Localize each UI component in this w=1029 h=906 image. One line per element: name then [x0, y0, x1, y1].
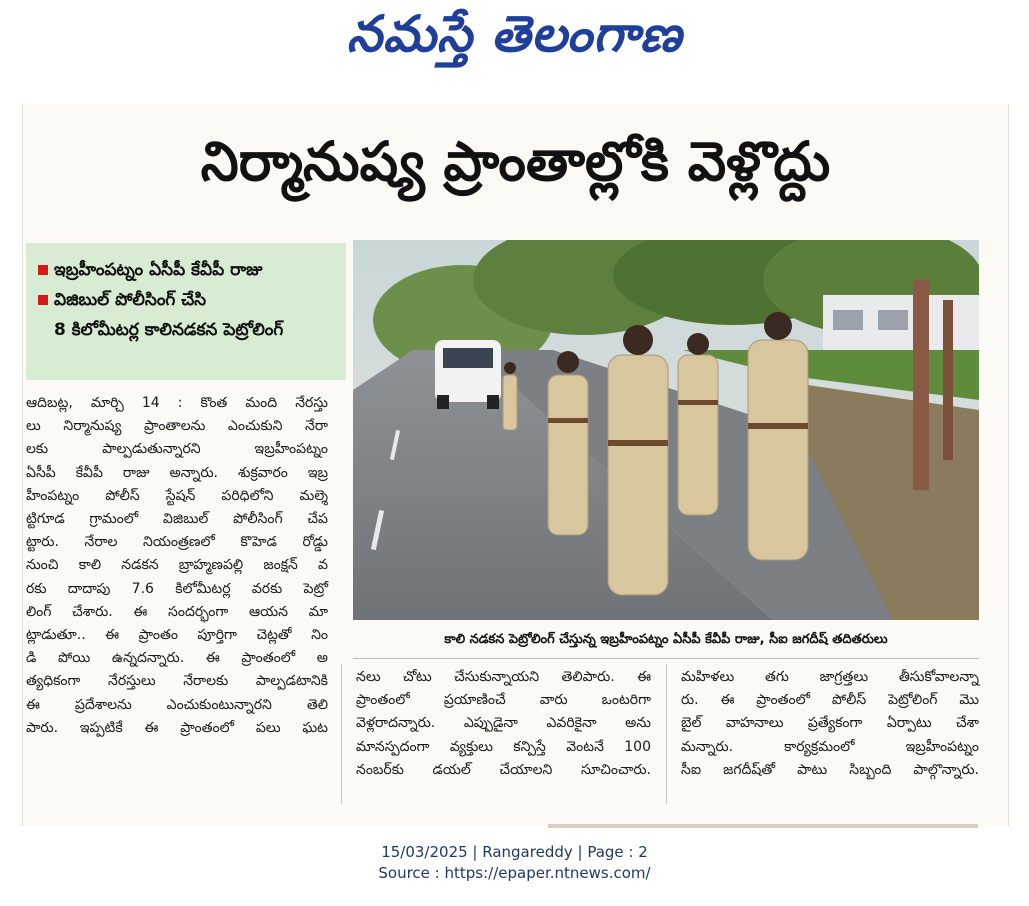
text-line: లకు పాల్పడుతున్నారని ఇబ్రహీంపట్నం: [26, 441, 328, 458]
edition-info: 15/03/2025 | Rangareddy | Page : 2: [381, 843, 648, 861]
text-line: ఆదిబట్ల, మార్చి 14 : కొంత మంది నేరస్తు: [26, 395, 328, 411]
text-line: ఈ ప్రదేశాలను ఎంచుకుంటున్నారని తెలి: [26, 696, 328, 713]
text-line: లింగ్ చేశారు. ఈ సందర్భంగా ఆయన మా: [26, 603, 328, 620]
newspaper-logo: నమస్తే తెలంగాణ: [346, 4, 683, 63]
photo-caption: కాలి నడకన పెట్రోలింగ్ చేస్తున్న ఇబ్రహీంపట్నం ఏసీపీ కేవీపీ రాజు, సీఐ జగదీష్ తదితరులు: [353, 624, 979, 659]
source-link[interactable]: Source : https://epaper.ntnews.com/: [378, 864, 651, 882]
masthead: [0, 0, 1029, 80]
source-footer: [0, 842, 1029, 884]
text-line: బైల్ వాహనాలు ప్రత్యేకంగా ఏర్పాటు చేశా: [681, 715, 979, 732]
news-clipping: [22, 104, 1009, 826]
highlight-item: 8 కిలోమీటర్ల కాలినడకన పెట్రోలింగ్: [54, 320, 284, 340]
text-line: రు. ఈ ప్రాంతంలో పోలీస్ పెట్రోలింగ్ మొ: [681, 692, 979, 709]
text-line: మానస్పదంగా వ్యక్తులు కన్పిస్తే వెంటనే 100: [356, 738, 651, 755]
text-line: వెళ్లరాదన్నారు. ఎప్పుడైనా ఎవరికైనా అను: [356, 715, 651, 732]
column-divider: [341, 664, 342, 804]
highlight-item: విజిబుల్ పోలీసింగ్ చేసి: [38, 285, 334, 315]
text-line: నలు చోటు చేసుకున్నాయని తెలిపారు. ఈ: [356, 669, 651, 685]
article-headline: నిర్మానుష్య ప్రాంతాల్లోకి వెళ్లొద్దు: [200, 129, 831, 193]
text-line: నంబర్‌కు డయల్ చేయాలని సూచించారు.: [356, 761, 651, 778]
next-article-edge: [548, 824, 978, 828]
text-line: ట్టారు. నేరాల నియంత్రణలో కొహెడ రోడ్డు: [26, 534, 328, 551]
column-divider: [666, 664, 667, 804]
article-column-1: [26, 392, 328, 740]
article-column-3: [681, 666, 979, 782]
text-line: ట్లాడుతూ.. ఈ ప్రాంతం పూర్తిగా చెట్లతో నిం: [26, 627, 328, 644]
text-line: లు నిర్మానుష్య ప్రాంతాలను ఎంచుకుని నేరా: [26, 418, 328, 435]
article-column-2: [356, 666, 651, 782]
text-line: పారు. ఇప్పటికే ఈ ప్రాంతంలో పలు ఘట: [26, 719, 328, 736]
text-line: నుంచి కాలి నడకన బ్రాహ్మణపల్లి జంక్షన్ వ: [26, 557, 328, 574]
text-line: త్యధికంగా నేరస్తులు నేరాలకు పాల్పడటానికి: [26, 673, 328, 690]
square-bullet-icon: [38, 265, 48, 275]
text-line: డి పోయి ఉన్నదన్నారు. ఈ ప్రాంతంలో అ: [26, 650, 328, 667]
text-line: ట్టిగూడ గ్రామంలో విజిబుల్ పోలీసింగ్ చేప: [26, 511, 328, 528]
news-photo: [353, 240, 979, 620]
text-line: హీంపట్నం పోలీస్ స్టేషన్ పరిధిలోని మల్శె: [26, 487, 328, 504]
police-patrol-illustration: [353, 240, 979, 620]
text-line: రకు దాదాపు 7.6 కిలోమీటర్ల వరకు పెట్రో: [26, 580, 328, 597]
text-line: సీఐ జగదీష్‌తో పాటు సిబ్బంది పాల్గొన్నారు.: [681, 761, 979, 778]
text-line: ప్రాంతంలో ప్రయాణించే వారు ఒంటరిగా: [356, 692, 651, 709]
text-line: మన్నారు. కార్యక్రమంలో ఇబ్రహీంపట్నం: [681, 738, 979, 755]
text-line: ఏసీపీ కేవీపీ రాజు అన్నారు. శుక్రవారం ఇబ్ర: [26, 464, 328, 481]
highlight-item: ఇబ్రహీంపట్నం ఏసీపీ కేవీపీ రాజు: [38, 255, 334, 285]
highlights-box: [26, 243, 346, 380]
text-line: మహిళలు తగు జాగ్రత్తలు తీసుకోవాలన్నా: [681, 669, 979, 685]
square-bullet-icon: [38, 295, 48, 305]
